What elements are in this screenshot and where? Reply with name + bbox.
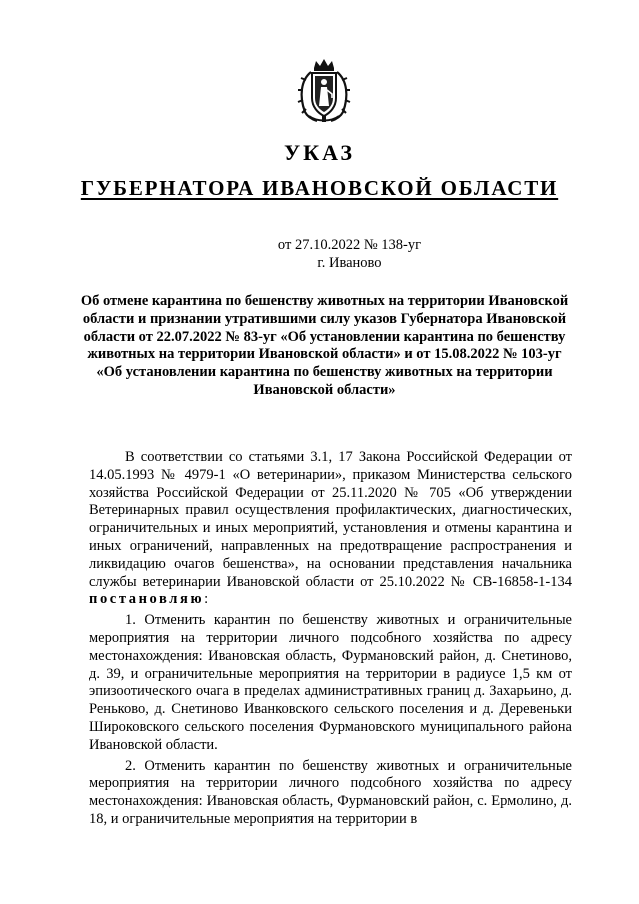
decree-item-2: 2. Отменить карантин по бешенству животных и ограничительные мероприятия на территории личного подсобного хозяйства по адресу местонахождения: Ивановская область, Фурмановский район, с. Ермолино, д. 18, и ограничительные мероприятия на территории в	[89, 757, 572, 827]
decree-body	[89, 449, 572, 829]
issuer-title	[0, 176, 639, 201]
decree-subject: Об отмене карантина по бешенству животных на территории Ивановской области и признании утратившими силу указов Губернатора Ивановской области от 22.07.2022 № 83-уг «Об установлении карантина по бешенству животных на территории Ивановской области» и от 15.08.2022 № 103-уг «Об установлении карантина по бешенству животных на территории Ивановской области»	[80, 293, 569, 398]
city: г. Иваново	[317, 255, 382, 271]
date-number: от 27.10.2022 № 138-уг	[277, 237, 422, 253]
coat-of-arms-icon	[297, 58, 351, 124]
preamble-text: В соответствии со статьями 3.1, 17 Закона Российской Федерации от 14.05.1993 № 4979-1 «О ветеринарии», приказом Министерства сельского хозяйства Российской Федерации от 25.11.2020 № 705 «Об утверждении Ветеринарных правил осуществления профилактических, диагностических, ограничительных и иных мероприятий, установления и отмены карантина и иных ограничений, направленных на предотвращение распространения и ликвидацию очагов бешенства», на основании представления начальника службы ветеринарии Ивановской области от 25.10.2022 № СВ-16858-1-134	[89, 449, 572, 590]
issuer-title-text: ГУБЕРНАТОРА ИВАНОВСКОЙ ОБЛАСТИ	[80, 176, 559, 200]
document-meta	[0, 236, 639, 272]
decree-word: постановляю	[89, 591, 205, 608]
preamble-paragraph	[89, 449, 572, 609]
document-type-title: УКАЗ	[283, 140, 356, 165]
decree-item-1: 1. Отменить карантин по бешенству животных и ограничительные мероприятия на территории личного подсобного хозяйства по адресу местонахождения: Ивановская область, Фурмановский район, д. Снетиново, д. 39, и ограничительные мероприятия на территории в радиусе 1,5 км от эпизоотического очага в пределах административных границ д. Захарьино, д. Реньково, д. Снетиново Иванковского сельского поселения и д. Деревеньки Широковского сельского поселения Фурмановского муниципального района Ивановской области.	[89, 612, 572, 753]
decree-colon: :	[204, 591, 209, 608]
